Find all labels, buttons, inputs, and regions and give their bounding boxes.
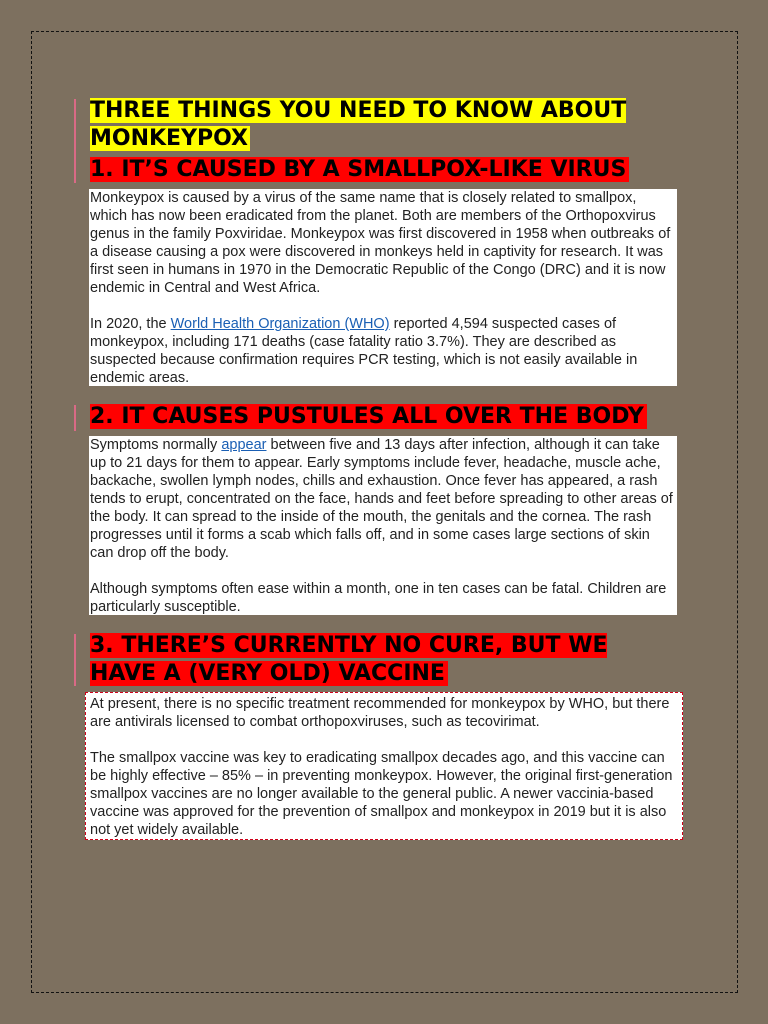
section-heading-1 — [90, 156, 680, 184]
section-heading-3-text: 3. THERE’S CURRENTLY NO CURE, BUT WE HAVE A (VERY OLD) VACCINE — [90, 633, 608, 686]
section-heading-3 — [90, 632, 680, 688]
section-1-paragraph-2 — [90, 315, 675, 387]
section-heading-1-text: 1. IT’S CAUSED BY A SMALLPOX-LIKE VIRUS — [90, 157, 629, 182]
section-heading-2 — [90, 403, 680, 431]
section-2-paragraph-2: Although symptoms often ease within a month, one in ten cases can be fatal. Children are particularly susceptible. — [90, 581, 667, 615]
who-link[interactable]: World Health Organization (WHO) — [170, 316, 390, 332]
text-run: between five and 13 days after infection, although it can take up to 21 days for them to appear. Early symptoms include fever, headache, muscle ache, backache, swollen lymph nodes, chills and exhaustion. Once fever has appeared, a rash tends to erupt, concentrated on the face, hands and feet before spreading to other areas of the body. It can spread to the inside of the mouth, the genitals and the cornea. The rash progresses until it forms a scab which falls off, and in some cases large sections of skin can drop off the body. — [90, 437, 673, 561]
text-run: reported 4,594 suspected cases of monkeypox, including 171 deaths (case fatality ratio 3.7%). They are described as suspected because confirmation requires PCR testing, which is not easily available in endemic areas. — [90, 316, 638, 386]
page-title-text: THREE THINGS YOU NEED TO KNOW ABOUT MONKEYPOX — [90, 98, 627, 151]
section-3-paragraph-1: At present, there is no specific treatment recommended for monkeypox by WHO, but there are antivirals licensed to combat orthopoxviruses, such as tecovirimat. — [90, 696, 670, 730]
page-title — [90, 97, 680, 153]
text-run: In 2020, the — [90, 316, 171, 332]
section-2-paragraph-1 — [90, 436, 675, 562]
appear-link[interactable]: appear — [221, 437, 267, 453]
section-2-body — [89, 436, 677, 615]
text-run: Symptoms normally — [90, 437, 222, 453]
section-1-body — [89, 189, 677, 386]
section-3-paragraph-2: The smallpox vaccine was key to eradicating smallpox decades ago, and this vaccine can be highly effective – 85% – in preventing monkeypox. However, the original first-generation smallpox vaccines are no longer available to the general public. A newer vaccinia-based vaccine was approved for the prevention of smallpox and monkeypox in 2019 but it is also not yet widely available. — [90, 750, 673, 838]
heading-margin-bar — [74, 405, 76, 431]
section-heading-2-text: 2. IT CAUSES PUSTULES ALL OVER THE BODY — [90, 404, 647, 429]
heading-margin-bar — [74, 634, 76, 686]
section-3-body — [85, 692, 683, 840]
heading-margin-bar — [74, 99, 76, 183]
section-1-paragraph-1: Monkeypox is caused by a virus of the same name that is closely related to smallpox, which has now been eradicated from the planet. Both are members of the Orthopoxvirus genus in the family Poxviridae. Monkeypox was first discovered in 1958 when outbreaks of a disease causing a pox were discovered in monkeys held in captivity for research. It was first seen in humans in 1970 in the Democratic Republic of the Congo (DRC) and it is now endemic in Central and West Africa. — [90, 190, 671, 296]
